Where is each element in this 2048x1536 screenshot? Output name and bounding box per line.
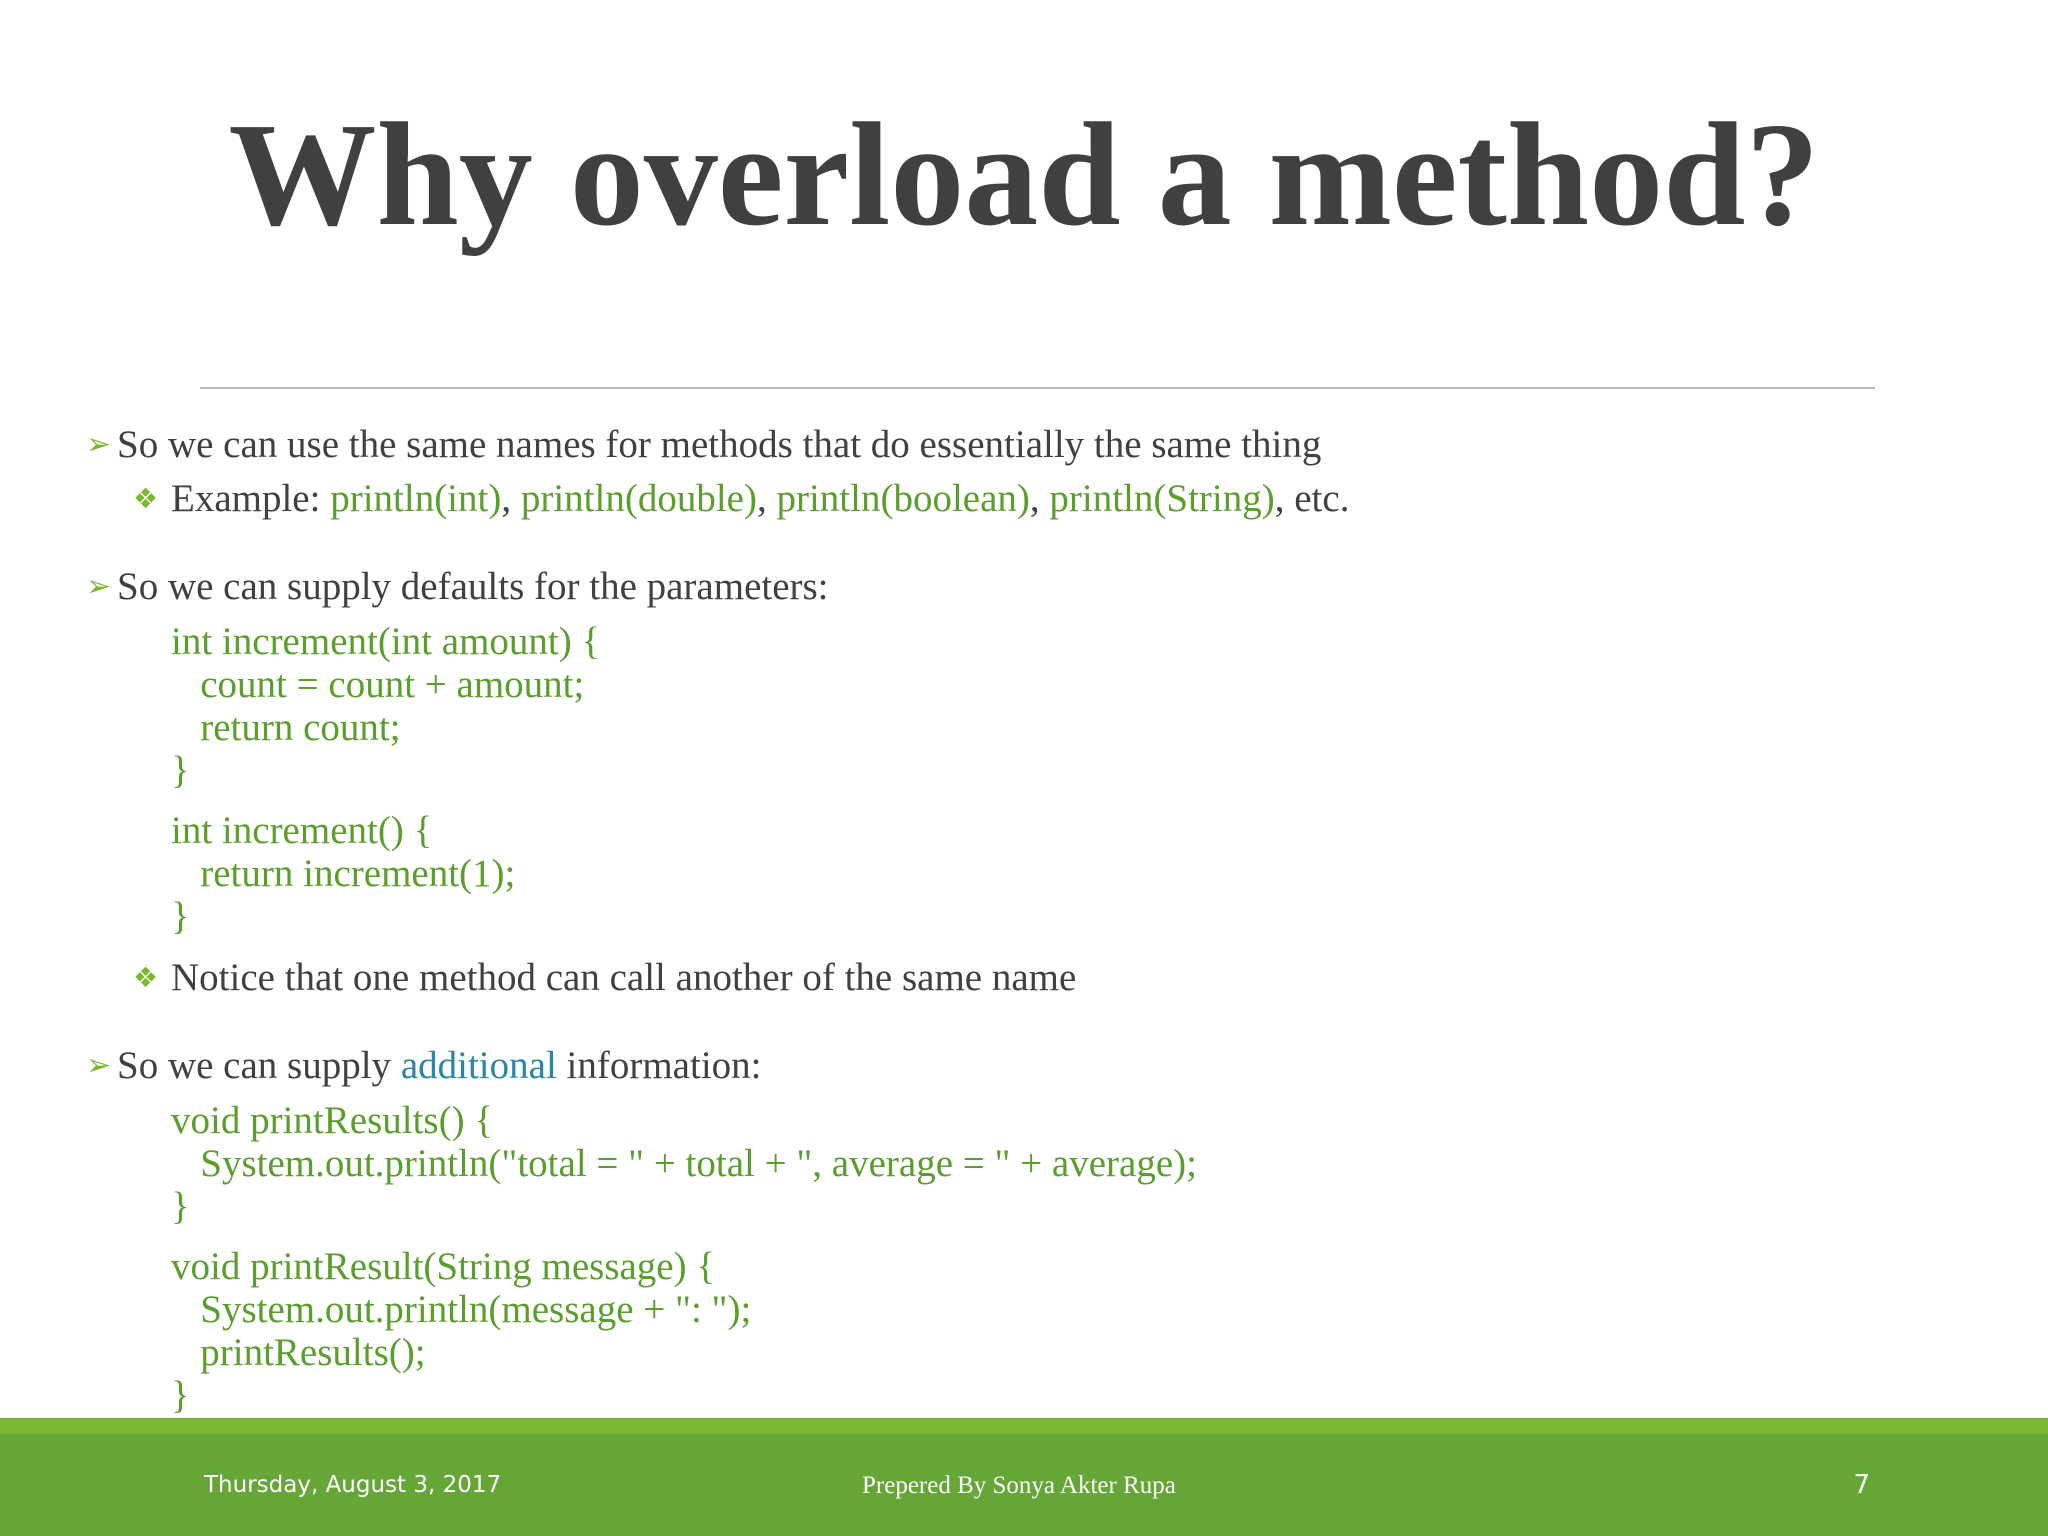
bullet-3-text xyxy=(117,1044,762,1088)
bullet-3-highlight: additional xyxy=(400,1044,557,1087)
bullet-2-sub-text: Notice that one method can call another of the same name xyxy=(171,956,1077,999)
code-line: count = count + amount; xyxy=(171,663,585,706)
footer-accent-band xyxy=(0,1418,2048,1434)
diamond-bullet-icon: ❖ xyxy=(133,961,159,994)
footer-author: Prepered By Sonya Akter Rupa xyxy=(862,1472,1176,1499)
example-item-println-double: println(double) xyxy=(520,477,757,520)
bullet-2-text: So we can supply defaults for the parameters: xyxy=(117,565,829,608)
code-line: return count; xyxy=(171,706,401,749)
code-line: } xyxy=(171,1185,190,1228)
code-line: void printResult(String message) { xyxy=(171,1245,716,1288)
diamond-bullet-icon: ❖ xyxy=(133,482,159,515)
bullet-1-sub-text xyxy=(171,477,1349,521)
code-block-increment-amount xyxy=(171,620,600,792)
example-suffix: , etc. xyxy=(1274,477,1350,520)
code-line: System.out.println(message + ": "); xyxy=(171,1288,752,1331)
bullet-3-text-before: So we can supply xyxy=(117,1044,401,1087)
page-number: 7 xyxy=(1853,1470,1870,1500)
example-separator: , xyxy=(501,477,521,520)
example-prefix: Example: xyxy=(171,477,331,520)
code-line: } xyxy=(171,1374,190,1417)
arrow-bullet-icon: ➢ xyxy=(86,569,112,604)
code-line: int increment(int amount) { xyxy=(171,620,601,663)
code-line: } xyxy=(171,895,190,938)
bullet-1-text: So we can use the same names for methods that do essentially the same thing xyxy=(117,423,1322,466)
code-line: void printResults() { xyxy=(171,1099,494,1142)
code-line: return increment(1); xyxy=(171,852,516,895)
code-block-print-results xyxy=(171,1099,1197,1228)
code-line: int increment() { xyxy=(171,809,433,852)
example-item-println-int: println(int) xyxy=(330,477,502,520)
code-line: System.out.println("total = " + total + ", average = " + average); xyxy=(171,1142,1197,1185)
title-divider xyxy=(200,387,1875,389)
code-block-increment xyxy=(171,809,515,938)
slide-title: Why overload a method? xyxy=(228,93,1820,257)
arrow-bullet-icon: ➢ xyxy=(86,427,112,462)
example-separator: , xyxy=(1029,477,1050,520)
bullet-3-text-after: information: xyxy=(556,1044,762,1087)
code-line: } xyxy=(171,749,190,792)
code-block-print-result xyxy=(171,1245,751,1417)
example-item-println-boolean: println(boolean) xyxy=(776,477,1030,520)
footer-date: Thursday, August 3, 2017 xyxy=(204,1472,502,1498)
arrow-bullet-icon: ➢ xyxy=(86,1048,112,1083)
code-line: printResults(); xyxy=(171,1331,426,1374)
example-separator: , xyxy=(756,477,777,520)
example-item-println-string: println(String) xyxy=(1049,477,1275,520)
